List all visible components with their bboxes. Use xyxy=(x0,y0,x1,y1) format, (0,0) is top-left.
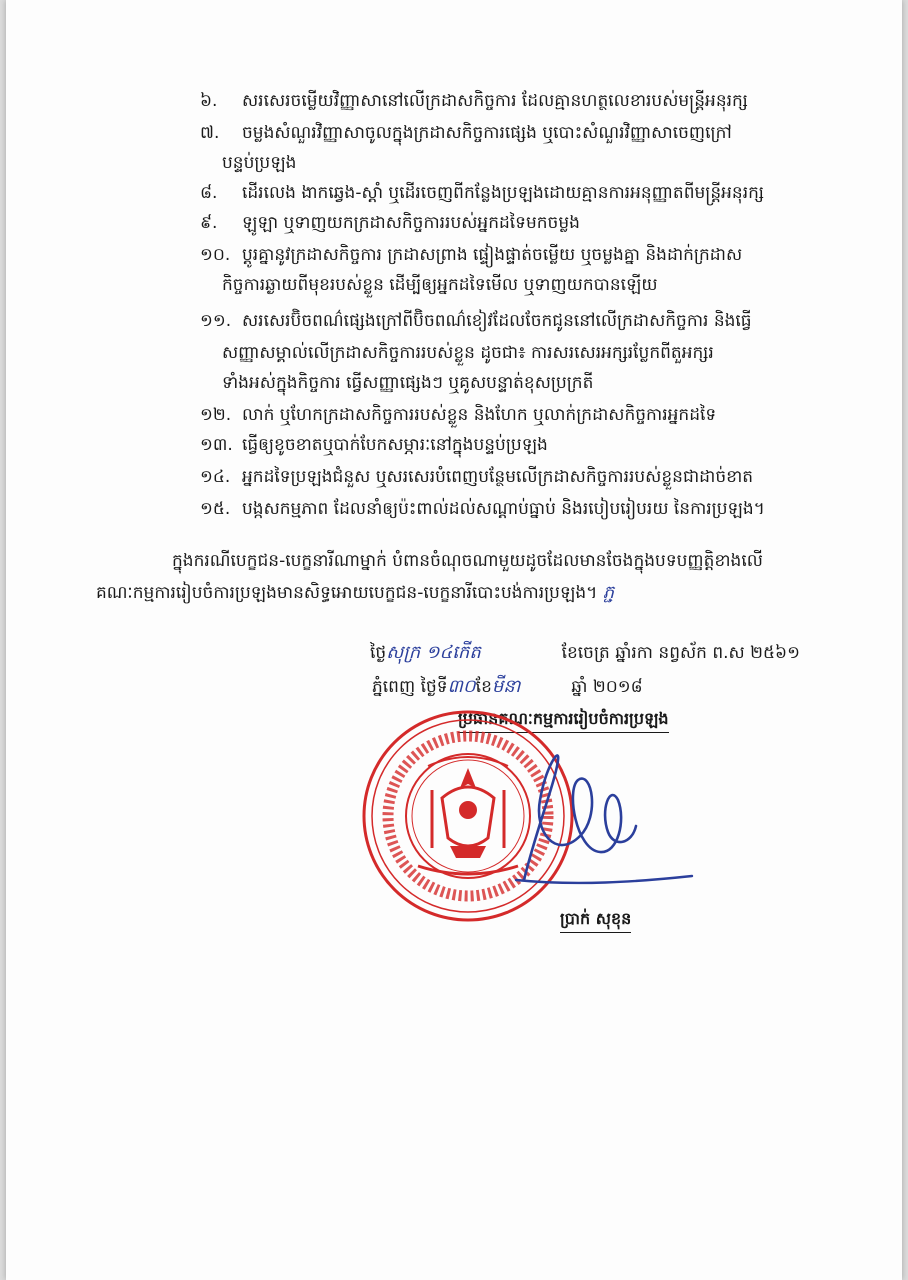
month-handwritten: មីនា xyxy=(491,676,521,697)
rule-text: ដើរលេង ងាកឆ្វេង-ស្តាំ ឬដើរចេញពីកន្លែងប្រឡងដោយគ្មានការអនុញ្ញាតពីមន្ត្រីអនុរក្ស xyxy=(242,183,764,203)
rule-text: សញ្ញាសម្គាល់លើក្រដាសកិច្ចការរបស់ខ្លួន ដូចជា៖ ការសរសេរអក្សរប្លែកពីតួអក្សរ xyxy=(222,343,714,363)
rule-text: ទាំងអស់ក្នុងកិច្ចការ ធ្វើសញ្ញាផ្សេងៗ ឬគូសបន្ទាត់ខុសប្រក្រតី xyxy=(222,373,594,393)
rule-number: ១៣. xyxy=(200,435,233,455)
rule-number: ១៤. xyxy=(200,467,231,487)
lunar-date-handwritten: សុក្រ ១៤កើត xyxy=(386,642,481,663)
rule-number: ៦. xyxy=(200,91,218,111)
rule-text: សរសេរចម្លើយវិញ្ញាសានៅលើក្រដាសកិច្ចការ ដែលគ្មានហត្ថលេខារបស់មន្ត្រីអនុរក្ស xyxy=(242,91,748,111)
rule-number: ១១. xyxy=(200,311,232,331)
lunar-date-suffix: ខែចេត្រ ឆ្នាំរកា នព្វស័ក ព.ស ២៥៦១ xyxy=(561,643,800,663)
place-prefix: ភ្នំពេញ ថ្ងៃទី xyxy=(372,677,448,697)
rule-text: ចម្លងសំណួរវិញ្ញាសាចូលក្នុងក្រដាសកិច្ចការផ្សេង ឬបោះសំណួរវិញ្ញាសាចេញក្រៅ xyxy=(242,123,732,143)
rule-text: បង្កសកម្មភាព ដែលនាំឲ្យប៉ះពាល់ដល់សណ្តាប់ធ្នាប់ និងរបៀបរៀបរយ នៃការប្រឡង។ xyxy=(242,499,765,519)
gregorian-date-line xyxy=(372,672,643,702)
rule-text: អ្នកដទៃប្រឡងជំនួស ឬសរសេរបំពេញបន្ថែមលើក្រដាសកិច្ចការរបស់ខ្លួនជាដាច់ខាត xyxy=(242,467,754,487)
rule-text: លាក់ ឬហែកក្រដាសកិច្ចការរបស់ខ្លួន និងហែក ឬលាក់ក្រដាសកិច្ចការអ្នកដទៃ xyxy=(242,405,717,425)
handwritten-signature xyxy=(496,740,706,900)
rule-number: ១៥. xyxy=(200,499,231,519)
closing-paragraph-text: គណៈកម្មការរៀបចំការប្រឡងមានសិទ្ធអោយបេក្ខជន-បេក្ខនារីបោះបង់ការប្រឡង។ xyxy=(96,583,598,603)
signatory-title: ប្រធានគណៈកម្មការរៀបចំការប្រឡង xyxy=(458,706,669,733)
signer-name: ប្រាក់ សុខុន xyxy=(560,906,631,933)
rule-text: សរសេរប៊ិចពណ៌ផ្សេងក្រៅពីប៊ិចពណ៌ខៀវដែលចែកជូននៅលើក្រដាសកិច្ចការ និងធ្វើ xyxy=(242,311,752,331)
lunar-date-line xyxy=(370,638,800,668)
rule-number: ៩. xyxy=(200,213,218,233)
day-handwritten: ៣០ xyxy=(447,676,476,697)
year-text: ឆ្នាំ ២០១៨ xyxy=(571,677,643,697)
rule-text: កិច្ចការឆ្ងាយពីមុខរបស់ខ្លួន ដើម្បីឲ្យអ្នកដទៃមើល ឬទាញយកបានឡើយ xyxy=(222,275,658,295)
rule-text: ធ្វើឲ្យខូចខាតឬបាក់បែកសម្ភារៈនៅក្នុងបន្ទប់ប្រឡង xyxy=(242,435,548,455)
lunar-date-prefix: ថ្ងៃ xyxy=(370,643,387,663)
rule-number: ១២. xyxy=(200,405,232,425)
document-page xyxy=(6,0,902,1280)
rule-text: បន្ទប់ប្រឡង xyxy=(222,153,297,173)
closing-paragraph-line: ក្នុងករណីបេក្ខជន-បេក្ខនារីណាម្នាក់ បំពានចំណុចណាមួយដូចដែលមានចែងក្នុងបទបញ្ញត្តិខាងលើ xyxy=(172,551,763,571)
closing-paragraph-line xyxy=(96,578,614,608)
rule-number: ១០. xyxy=(200,245,231,265)
rule-number: ៨. xyxy=(200,183,218,203)
rule-text: ប្តូរគ្នានូវក្រដាសកិច្ចការ ក្រដាសព្រាង ផ្ទៀងផ្ទាត់ចម្លើយ ឬចម្លងគ្នា និងដាក់ក្រដាស xyxy=(242,245,743,265)
rule-number: ៧. xyxy=(200,123,220,143)
rule-text: ឡូឡា ឬទាញយកក្រដាសកិច្ចការរបស់អ្នកដទៃមកចម្លង xyxy=(242,213,580,233)
handwritten-initials: ភ្ជ xyxy=(602,582,615,603)
month-prefix: ខែ xyxy=(475,677,492,697)
